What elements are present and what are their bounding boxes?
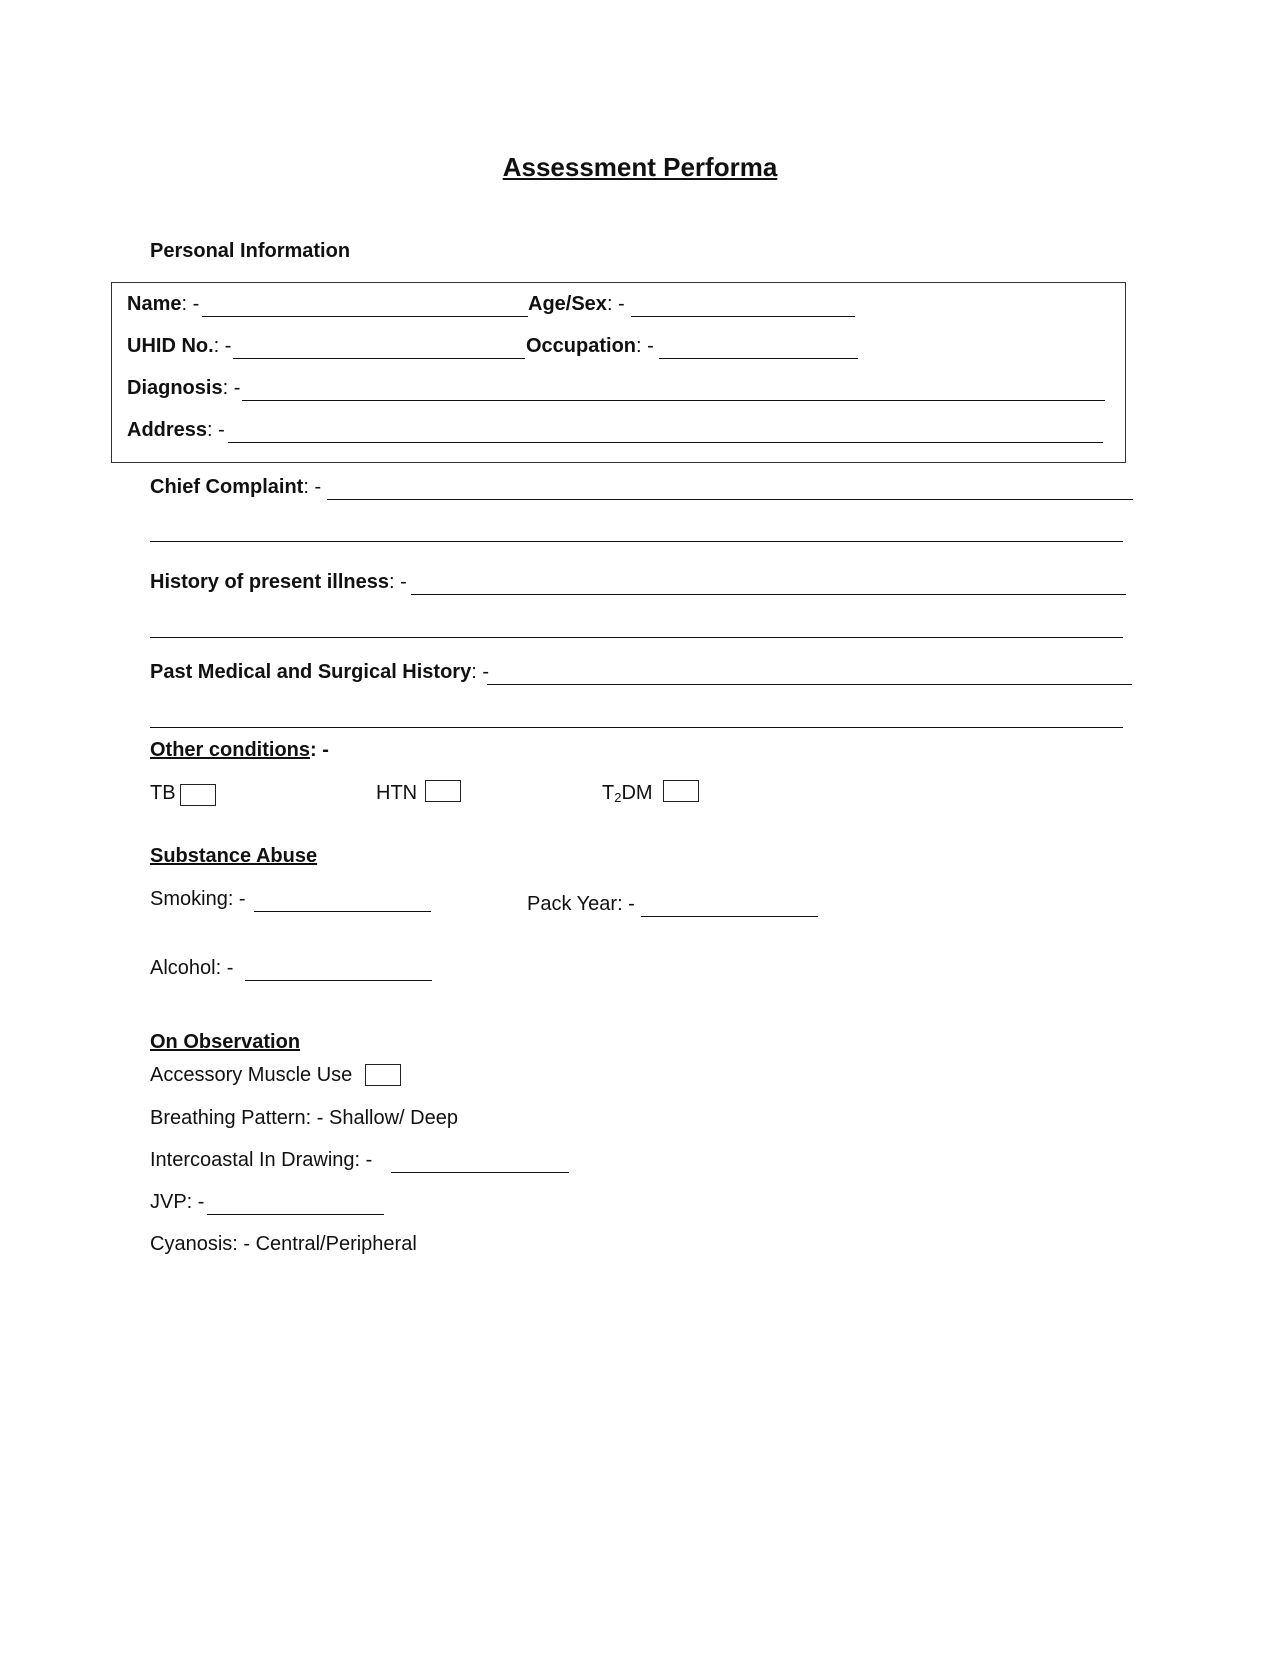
name-separator: : - — [181, 293, 200, 315]
smoking-field[interactable] — [254, 888, 431, 912]
name-field[interactable] — [202, 293, 528, 317]
past-history-field[interactable] — [487, 661, 1132, 685]
past-history-field-line-2[interactable] — [150, 704, 1123, 728]
personal-info-heading: Personal Information — [150, 240, 351, 262]
address-separator: : - — [207, 419, 225, 441]
address-label: Address — [127, 419, 208, 441]
age-sex-label-group — [528, 293, 625, 316]
chief-complaint-field[interactable] — [327, 476, 1133, 500]
age-sex-field[interactable] — [631, 293, 855, 317]
t2dm-subscript: 2 — [614, 790, 622, 805]
history-label: History of present illness — [150, 571, 389, 593]
chief-complaint-label-group — [150, 476, 321, 499]
diagnosis-label-group — [127, 377, 240, 400]
intercostal-field[interactable] — [391, 1149, 569, 1173]
jvp-field[interactable] — [207, 1191, 384, 1215]
uhid-label-group — [127, 335, 231, 358]
chief-complaint-field-line-2[interactable] — [150, 518, 1123, 542]
accessory-muscle-label: Accessory Muscle Use — [150, 1064, 353, 1086]
breathing-pattern-label: Breathing Pattern: - Shallow/ Deep — [150, 1107, 458, 1129]
diagnosis-field[interactable] — [242, 377, 1105, 401]
history-field[interactable] — [411, 571, 1126, 595]
observation-heading: On Observation — [150, 1031, 301, 1053]
htn-label: HTN — [376, 782, 418, 804]
chief-complaint-label: Chief Complaint — [150, 476, 304, 498]
smoking-label: Smoking: - — [150, 888, 246, 910]
address-label-group — [127, 419, 225, 442]
uhid-separator: : - — [213, 335, 232, 357]
uhid-field[interactable] — [233, 335, 525, 359]
tb-checkbox[interactable] — [180, 784, 216, 806]
alcohol-field[interactable] — [245, 957, 432, 981]
intercostal-label: Intercoastal In Drawing: - — [150, 1149, 373, 1171]
other-conditions-heading: Other conditions — [150, 739, 310, 761]
diagnosis-separator: : - — [222, 377, 241, 399]
occupation-label: Occupation — [526, 335, 637, 357]
cyanosis-label: Cyanosis: - Central/Peripheral — [150, 1233, 417, 1255]
uhid-label: UHID No. — [127, 335, 214, 357]
past-history-label-group — [150, 661, 489, 684]
history-field-line-2[interactable] — [150, 614, 1123, 638]
age-sex-separator: : - — [606, 293, 625, 315]
history-separator: : - — [388, 571, 407, 593]
age-sex-label: Age/Sex — [528, 293, 607, 315]
history-label-group — [150, 571, 407, 594]
diagnosis-label: Diagnosis — [127, 377, 223, 399]
occupation-field[interactable] — [659, 335, 858, 359]
other-conditions-suffix: : - — [310, 739, 329, 761]
occupation-separator: : - — [636, 335, 654, 357]
past-history-label: Past Medical and Surgical History — [150, 661, 472, 683]
pack-year-field[interactable] — [641, 893, 818, 917]
t2dm-label — [602, 782, 653, 805]
alcohol-label: Alcohol: - — [150, 957, 234, 979]
occupation-label-group — [526, 335, 654, 358]
name-label: Name — [127, 293, 182, 315]
accessory-muscle-checkbox[interactable] — [365, 1064, 401, 1086]
address-field[interactable] — [228, 419, 1103, 443]
past-history-separator: : - — [471, 661, 489, 683]
t2dm-prefix: T — [602, 782, 615, 804]
pack-year-label: Pack Year: - — [527, 893, 635, 915]
chief-complaint-separator: : - — [303, 476, 322, 498]
other-conditions-heading-group — [150, 739, 329, 762]
jvp-label: JVP: - — [150, 1191, 205, 1213]
name-label-group — [127, 293, 199, 316]
tb-label: TB — [150, 782, 176, 804]
page-title: Assessment Performa — [502, 152, 778, 182]
t2dm-suffix: DM — [621, 782, 653, 804]
t2dm-checkbox[interactable] — [663, 780, 699, 802]
htn-checkbox[interactable] — [425, 780, 461, 802]
substance-abuse-heading: Substance Abuse — [150, 845, 318, 867]
